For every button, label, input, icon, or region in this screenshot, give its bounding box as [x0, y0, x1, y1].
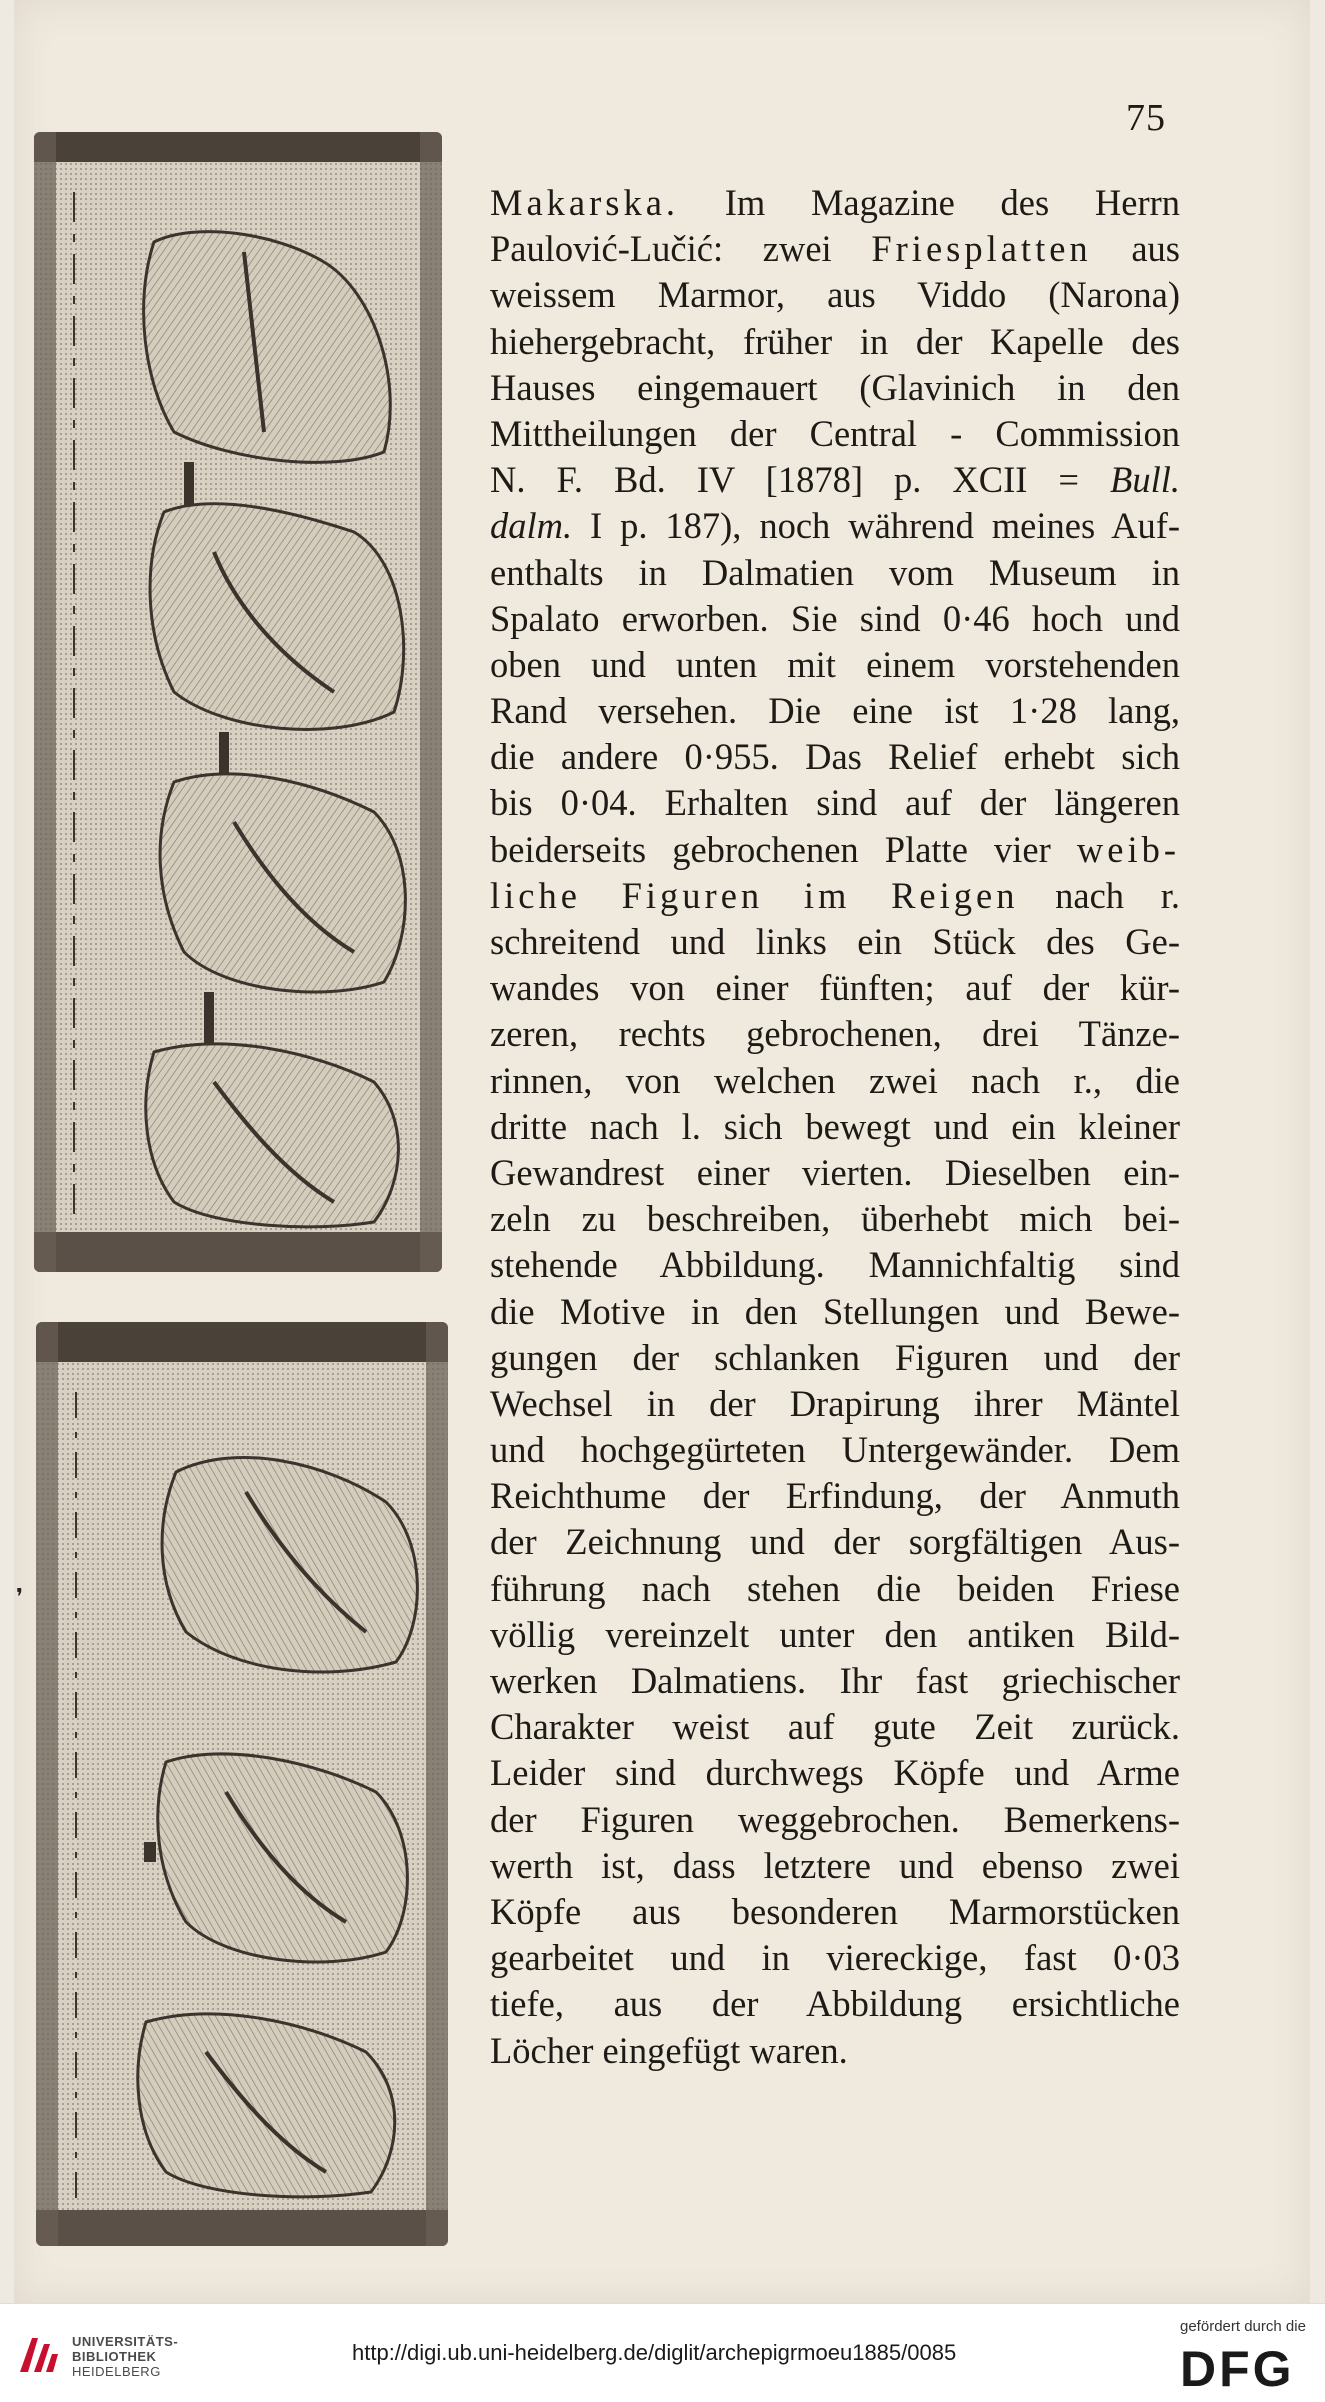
text-line: bis 0·04. Erhalten sind auf der längeren	[490, 782, 1180, 824]
text-line: beiderseits gebrochenen Platte vier weib-	[490, 828, 1180, 870]
text-line: Spalato erworben. Sie sind 0·46 hoch und	[490, 597, 1180, 639]
text-line: Löcher eingefügt waren.	[490, 2029, 848, 2071]
text-line: N. F. Bd. IV [1878] p. XCII = Bull.	[490, 459, 1180, 501]
text-line: Gewandrest einer vierten. Dieselben ein-	[490, 1151, 1180, 1193]
text-line: dalm. I p. 187), noch während meines Auf-	[490, 505, 1180, 547]
text-line: der Zeichnung und der sorgfältigen Aus-	[490, 1521, 1180, 1563]
relief-drawing-lower	[36, 1322, 448, 2246]
text-line: schreitend und links ein Stück des Ge-	[490, 921, 1180, 962]
text-line: Köpfe aus besonderen Marmorstücken	[490, 1890, 1180, 1932]
dfg-logo: DFG	[1180, 2341, 1295, 2397]
text-line: oben und unten mit einem vorstehenden	[490, 643, 1180, 685]
body-text	[490, 180, 1180, 2074]
text-line: wandes von einer fünften; auf der kür-	[490, 967, 1180, 1009]
relief-plate-lower	[36, 1322, 448, 2246]
text-line: gearbeitet und in viereckige, fast 0·03	[490, 1937, 1180, 1979]
text-line: Reichthume der Erfindung, der Anmuth	[490, 1475, 1180, 1517]
text-line: tiefe, aus der Abbildung ersichtliche	[490, 1983, 1180, 2025]
text-line: die andere 0·955. Das Relief erhebt sich	[490, 736, 1180, 778]
text-line: völlig vereinzelt unter den antiken Bild-	[490, 1613, 1180, 1655]
text-line: der Figuren weggebrochen. Bemerkens-	[490, 1798, 1180, 1840]
university-library-name: UNIVERSITÄTS- BIBLIOTHEK HEIDELBERG	[72, 2334, 179, 2379]
text-line: weissem Marmor, aus Viddo (Narona)	[490, 274, 1180, 316]
text-line: werth ist, dass letztere und ebenso zwei	[490, 1844, 1180, 1886]
scanned-page	[14, 0, 1310, 2303]
text-line: führung nach stehen die beiden Friese	[490, 1567, 1180, 1609]
text-line: liche Figuren im Reigen nach r.	[490, 874, 1180, 916]
text-line: werken Dalmatiens. Ihr fast griechischer	[490, 1660, 1180, 1701]
text-line: Mittheilungen der Central - Commission	[490, 412, 1180, 454]
margin-mark: ❜	[16, 1584, 24, 1609]
text-line: dritte nach l. sich bewegt und ein kleiner	[490, 1105, 1180, 1147]
text-line: enthalts in Dalmatien vom Museum in	[490, 551, 1180, 593]
text-line: zeren, rechts gebrochenen, drei Tänze-	[490, 1013, 1180, 1055]
relief-plate-upper	[34, 132, 442, 1272]
viewer-footer	[0, 2303, 1325, 2402]
text-line: die Motive in den Stellungen und Bewe-	[490, 1290, 1180, 1332]
text-line: gungen der schlanken Figuren und der	[490, 1336, 1180, 1378]
permalink-url[interactable]: http://digi.ub.uni-heidelberg.de/diglit/archepigrmoeu1885/0085	[352, 2340, 957, 2365]
page-number: 75	[1126, 97, 1166, 139]
text-line: Hauses eingemauert (Glavinich in den	[490, 366, 1180, 408]
text-line: Rand versehen. Die eine ist 1·28 lang,	[490, 690, 1180, 732]
university-library-logo-icon	[14, 2330, 62, 2378]
funding-note: gefördert durch die	[1180, 2318, 1306, 2335]
text-line: Wechsel in der Drapirung ihrer Mäntel	[490, 1382, 1180, 1424]
text-line: rinnen, von welchen zwei nach r., die	[490, 1059, 1180, 1101]
text-line: zeln zu beschreiben, überhebt mich bei-	[490, 1198, 1180, 1240]
text-line: Leider sind durchwegs Köpfe und Arme	[490, 1752, 1180, 1794]
relief-drawing-upper	[34, 132, 442, 1272]
text-line: Charakter weist auf gute Zeit zurück.	[490, 1706, 1180, 1748]
text-line: Paulović-Lučić: zwei Friesplatten aus	[490, 228, 1180, 270]
text-line: stehende Abbildung. Mannichfaltig sind	[490, 1244, 1180, 1286]
text-line: hiehergebracht, früher in der Kapelle des	[490, 320, 1180, 362]
text-line: und hochgegürteten Untergewänder. Dem	[490, 1429, 1180, 1471]
text-line: Makarska. Im Magazine des Herrn	[490, 182, 1180, 223]
